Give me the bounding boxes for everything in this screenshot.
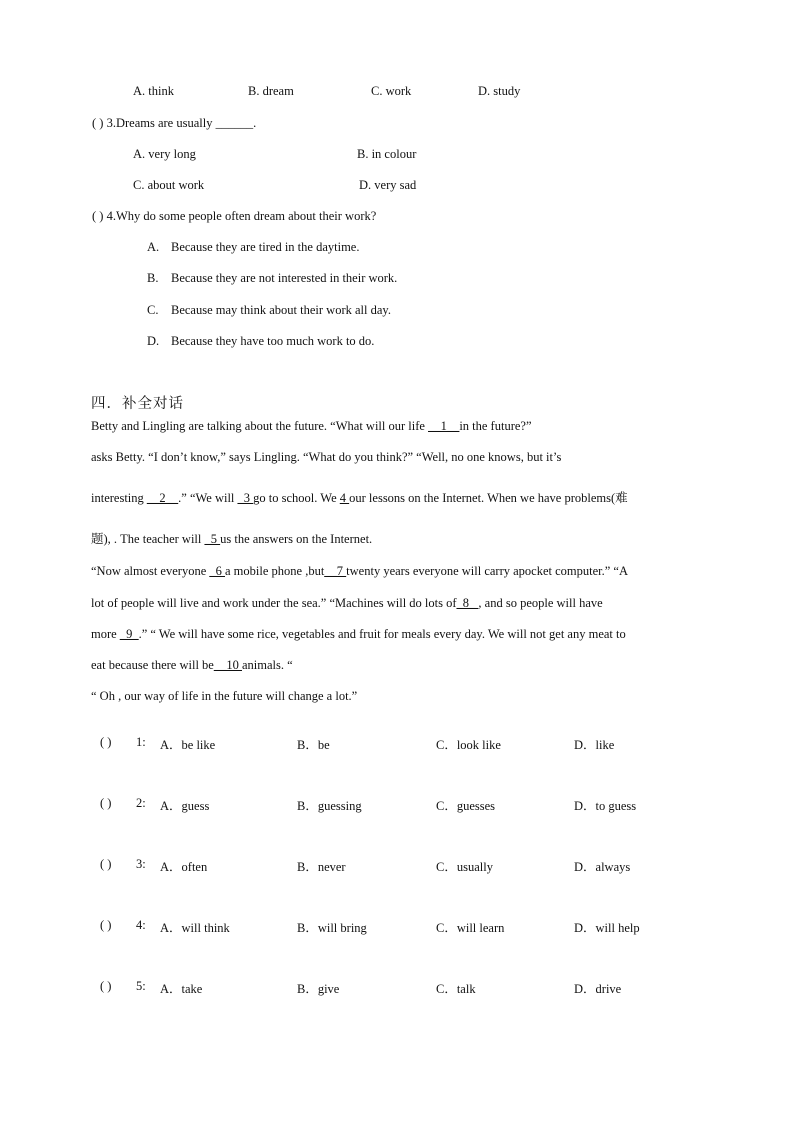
option-text: Because they are not interested in their work. [171, 271, 398, 285]
passage-line-7 [91, 627, 626, 642]
blank-8: _8_ [456, 596, 479, 610]
choice-d: D．always [574, 860, 631, 874]
option-a: A. think [133, 84, 174, 98]
q3-option-c: C. about work [133, 178, 205, 192]
text: Betty and Lingling are talking about the future. “What will our life [91, 419, 429, 433]
passage-line-9: “ Oh , our way of life in the future will change a lot.” [91, 689, 358, 703]
choice-c: C．usually [436, 860, 493, 874]
choice-b: B．never [297, 860, 346, 874]
option-letter: D. [147, 334, 160, 348]
answer-parens: ( ) [92, 209, 104, 223]
choice-b: B．guessing [297, 799, 362, 813]
blank-1: __1__ [428, 419, 460, 433]
choice-number: 1: [136, 735, 146, 749]
question-4-stem [92, 209, 376, 224]
question-3-stem [92, 116, 256, 131]
blank-9: _9_ [119, 627, 139, 641]
text: go to school. We [253, 491, 340, 505]
passage-line-3 [91, 488, 628, 506]
choice-number: 3: [136, 857, 146, 871]
text: , and so people will have [478, 596, 603, 610]
q3-option-b: B. in colour [357, 147, 417, 161]
choice-c: C．look like [436, 738, 501, 752]
choice-b: B．be [297, 738, 330, 752]
passage-line-1 [91, 419, 532, 434]
question-text: 4.Why do some people often dream about their work? [106, 209, 377, 223]
question-text: 3.Dreams are usually [106, 116, 213, 130]
option-c: C. work [371, 84, 412, 98]
choice-d: D．like [574, 738, 615, 752]
blank-3: _3 [237, 491, 254, 505]
option-letter: A. [147, 240, 160, 254]
choice-b: B．will bring [297, 921, 367, 935]
text: 题), . The teacher will [91, 532, 205, 546]
blank-6: _6 [209, 564, 225, 578]
choice-a: A．often [160, 860, 208, 874]
text: lot of people will live and work under the sea.” “Machines will do lots of [91, 596, 457, 610]
q3-option-d: D. very sad [359, 178, 417, 192]
option-text: Because may think about their work all day. [171, 303, 391, 317]
choice-a: A．be like [160, 738, 216, 752]
answer-parens: ( ) [100, 735, 112, 749]
choice-a: A．take [160, 982, 203, 996]
option-d: D. study [478, 84, 521, 98]
passage-line-4 [91, 529, 372, 547]
text: animals. “ [241, 658, 293, 672]
answer-parens: ( ) [100, 857, 112, 871]
answer-parens: ( ) [100, 918, 112, 932]
choice-d: D．drive [574, 982, 622, 996]
blank-2: __2__ [146, 491, 179, 505]
passage-line-2: asks Betty. “I don’t know,” says Lingling. “What do you think?” “Well, no one knows, but it’s [91, 450, 562, 464]
passage-line-6 [91, 596, 603, 611]
blank-4: 4 [339, 491, 350, 505]
choice-c: C．guesses [436, 799, 496, 813]
choice-c: C．will learn [436, 921, 505, 935]
option-text: Because they are tired in the daytime. [171, 240, 360, 254]
choice-number: 2: [136, 796, 146, 810]
text: more [91, 627, 120, 641]
text: “Now almost everyone [91, 564, 210, 578]
choice-d: D．to guess [574, 799, 637, 813]
choice-b: B．give [297, 982, 340, 996]
text: in the future?” [459, 419, 532, 433]
text: us the answers on the Internet. [220, 532, 373, 546]
passage-line-5 [91, 564, 628, 579]
text: .” “ We will have some rice, vegetables and fruit for meals every day. We will not get any meat to [138, 627, 626, 641]
passage-line-8 [91, 658, 293, 673]
choice-a: A．guess [160, 799, 210, 813]
blank-5: _5 [204, 532, 221, 546]
option-letter: B. [147, 271, 159, 285]
choice-number: 4: [136, 918, 146, 932]
q3-option-a: A. very long [133, 147, 196, 161]
option-b: B. dream [248, 84, 294, 98]
section-4-title: 四．补全对话 [91, 396, 184, 412]
text: our lessons on the Internet. When we have problems(难 [349, 491, 628, 505]
answer-parens: ( ) [92, 116, 104, 130]
answer-parens: ( ) [100, 979, 112, 993]
text: interesting [91, 491, 147, 505]
blank-10: __10 [213, 658, 242, 672]
answer-blank: ______ [215, 116, 254, 130]
answer-parens: ( ) [100, 796, 112, 810]
blank-7: __7 [324, 564, 347, 578]
choice-number: 5: [136, 979, 146, 993]
choice-c: C．talk [436, 982, 476, 996]
option-letter: C. [147, 303, 159, 317]
text: .” “We will [178, 491, 238, 505]
choice-d: D．will help [574, 921, 640, 935]
text: eat because there will be [91, 658, 214, 672]
choice-a: A．will think [160, 921, 230, 935]
option-text: Because they have too much work to do. [171, 334, 375, 348]
question-end: . [253, 116, 257, 130]
text: twenty years everyone will carry apocket computer.” “A [346, 564, 628, 578]
text: a mobile phone ,but [225, 564, 325, 578]
